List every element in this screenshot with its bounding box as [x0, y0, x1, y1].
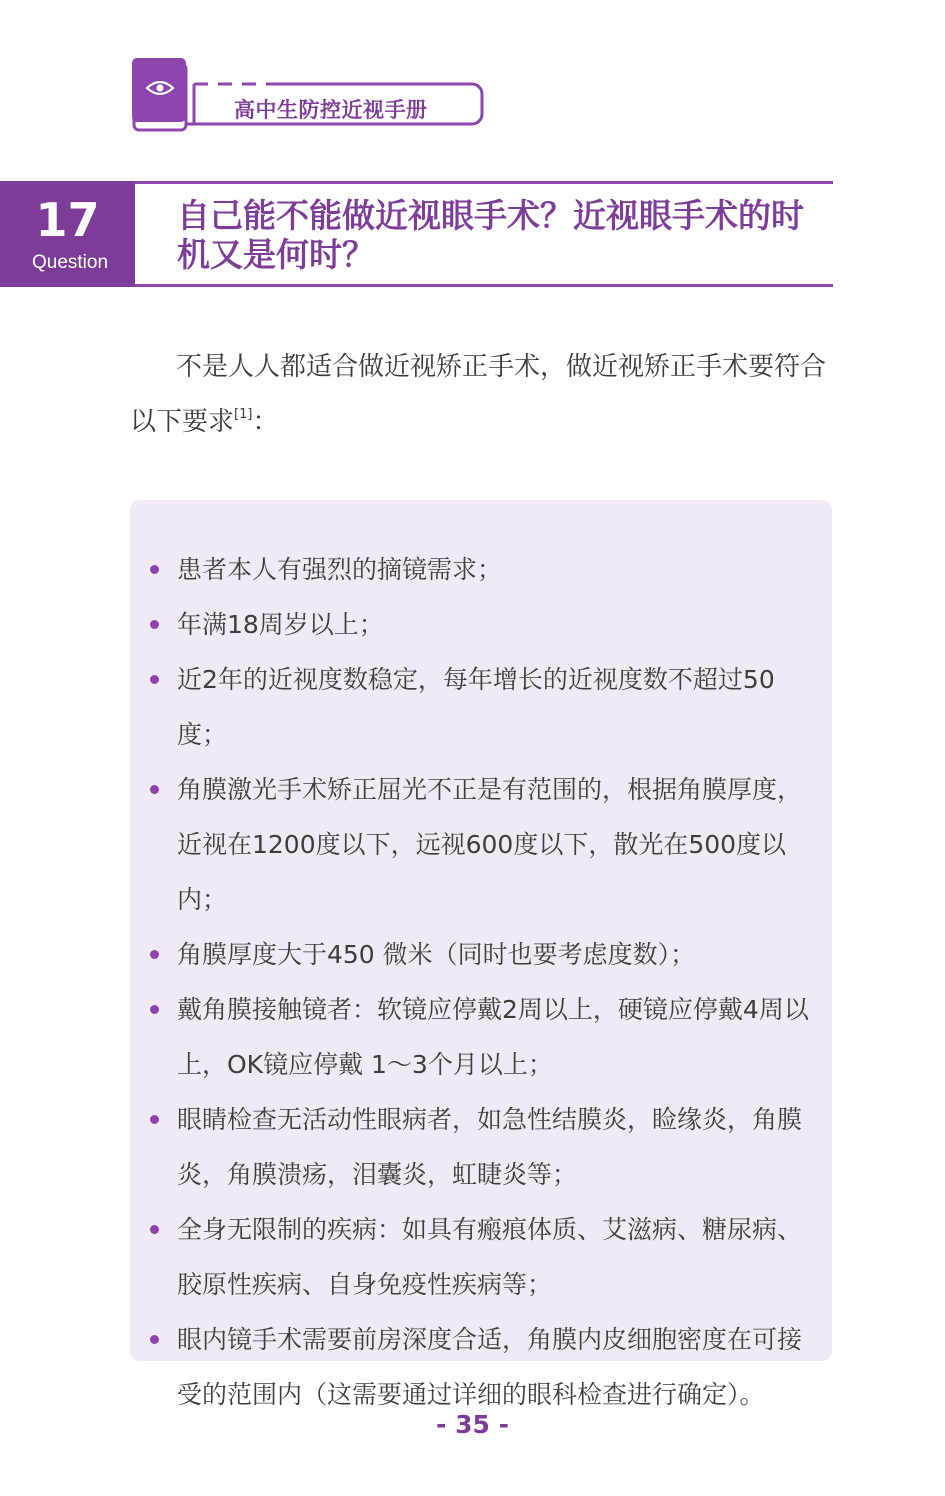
bullet-icon [150, 565, 159, 574]
list-item [130, 542, 832, 597]
question-top-rule [135, 181, 833, 184]
bullet-icon [150, 1115, 159, 1124]
bullet-icon [150, 1335, 159, 1344]
bullet-icon [150, 675, 159, 684]
question-label: Question [31, 252, 109, 273]
question-number: 17 [35, 193, 100, 247]
eye-icon [145, 78, 175, 98]
bullet-icon [150, 1005, 159, 1014]
list-item-text: 眼睛检查无活动性眼病者，如急性结膜炎，睑缘炎，角膜炎，角膜溃疡，泪囊炎，虹睫炎等； [177, 1105, 803, 1189]
list-item [130, 652, 832, 762]
list-item [130, 1202, 832, 1312]
bullet-icon [150, 785, 159, 794]
requirements-list [130, 542, 832, 1422]
list-item [130, 1312, 832, 1422]
citation-marker: [1] [234, 407, 253, 422]
intro-paragraph [130, 340, 835, 450]
intro-suffix: ： [252, 407, 279, 437]
book-header [132, 58, 492, 134]
question-title: 自己能不能做近视眼手术？近视眼手术的时机又是何时？ [177, 196, 804, 274]
list-item [130, 597, 832, 652]
list-item-text: 近2年的近视度数稳定，每年增长的近视度数不超过50度； [177, 665, 775, 749]
book-title: 高中生防控近视手册 [234, 98, 428, 122]
list-item-text: 全身无限制的疾病：如具有瘢痕体质、艾滋病、糖尿病、胶原性疾病、自身免疫性疾病等； [177, 1215, 803, 1299]
list-item-text: 角膜厚度大于450 微米（同时也要考虑度数）； [177, 940, 696, 969]
list-item-text: 眼内镜手术需要前房深度合适，角膜内皮细胞密度在可接受的范围内（这需要通过详细的眼科检查进行确定）。 [177, 1325, 803, 1409]
list-item-text: 角膜激光手术矫正屈光不正是有范围的，根据角膜厚度，近视在1200度以下，远视600度以下，散光在500度以内； [177, 775, 803, 914]
question-bottom-rule [135, 284, 833, 287]
bullet-icon [150, 620, 159, 629]
list-item [130, 1092, 832, 1202]
list-item-text: 患者本人有强烈的摘镜需求； [177, 555, 503, 584]
list-item-text: 戴角膜接触镜者：软镜应停戴2周以上，硬镜应停戴4周以上，OK镜应停戴 1～3个月以上； [177, 995, 809, 1079]
bullet-icon [150, 1225, 159, 1234]
bullet-icon [150, 950, 159, 959]
question-badge [0, 181, 135, 287]
list-item [130, 982, 832, 1092]
list-item [130, 762, 832, 927]
page-number: - 35 - [436, 1410, 509, 1439]
intro-text: 不是人人都适合做近视矫正手术，做近视矫正手术要符合以下要求 [130, 352, 827, 437]
requirements-panel [130, 500, 832, 1409]
list-item [130, 927, 832, 982]
list-item-text: 年满18周岁以上； [177, 610, 384, 639]
